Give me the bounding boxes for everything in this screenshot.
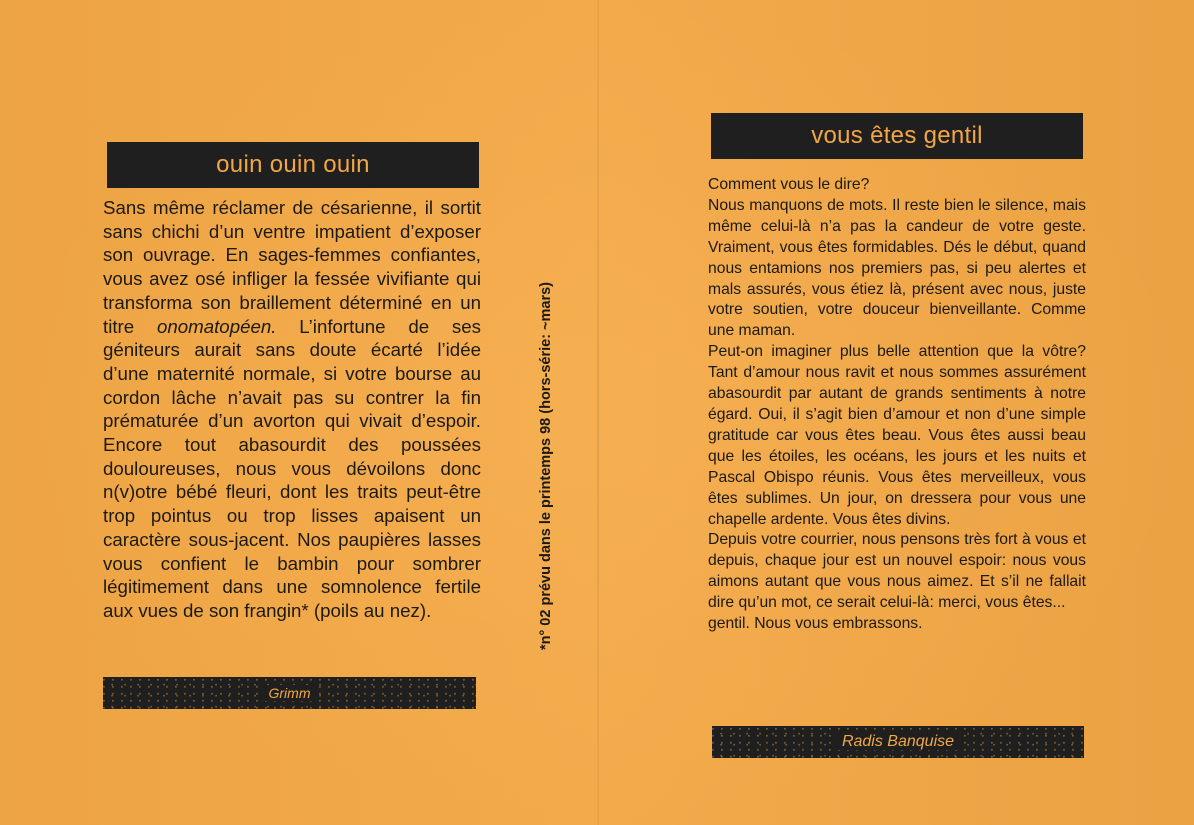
right-paragraph-2: Nous manquons de mots. Il reste bien le silence, mais même celui-là n’a pas la candeur de votre geste. Vraiment, vous êtes formidables. Dés le début, quand nous entamions nos premiers pas, si peu alertes et mals assurés, vous étiez là, présent avec nous, juste votre soutien, votre douceur bienveillante. Comme une maman.	[708, 196, 1086, 340]
left-page-body	[103, 196, 481, 623]
left-paragraph-start: Sans même réclamer de césarienne, il sortit sans chichi d’un ventre impatient d’exposer son ouvrage. En sages-femmes confiantes, vous avez osé infliger la fessée vivifiante qui transforma son braillement déterminé en un titre	[103, 197, 481, 337]
right-paragraph-5: gentil. Nous vous embrassons.	[708, 615, 923, 633]
left-page-paragraph	[103, 196, 481, 623]
left-page-title: ouin ouin ouin	[107, 142, 479, 188]
spine-note: *n° 02 prévu dans le printemps 98 (hors-série: ~mars)	[538, 281, 554, 651]
center-fold	[597, 0, 599, 825]
right-page-signature-bar	[712, 726, 1084, 758]
left-page-signature: Grimm	[263, 685, 317, 701]
right-page-body	[708, 175, 1086, 635]
right-paragraph-4: Depuis votre courrier, nous pensons très fort à vous et depuis, chaque jour est un nouvel espoir: nous vous aimons autant que vous nous aimez. Et s’il ne fallait dire qu’un mot, ce serait celui-là: merci, vous êtes...	[708, 531, 1086, 612]
left-page-signature-bar	[103, 677, 476, 709]
right-paragraph-3: Peut-on imaginer plus belle attention que la vôtre? Tant d’amour nous ravit et nous sommes assurément abasourdit par autant de grands sentiments à notre égard. Oui, il s’agit bien d’amour et non d’une simple gratitude car vous êtes beau. Vous êtes aussi beau que les étoiles, les océans, les jours et les nuits et Pascal Obispo réunis. Vous êtes merveilleux, vous êtes sublimes. Un jour, on dressera pour vous une chapelle ardente. Vous êtes divins.	[708, 343, 1086, 528]
right-page-signature: Radis Banquise	[836, 733, 960, 750]
right-page-title: vous êtes gentil	[711, 113, 1083, 159]
right-paragraph-1: Comment vous le dire?	[708, 176, 870, 193]
left-paragraph-italic-word: onomatopéen.	[156, 315, 277, 337]
left-paragraph-end: L’infortune de ses géniteurs aurait sans doute écarté l’idée d’une maternité normale, si votre bourse au cordon lâche n’avait pas su contrer la fin prématurée d’un avorton qui vivait d’espoir. Encore tout abasourdit des poussées douloureuses, nous vous dévoilons donc n(v)otre bébé fleuri, dont les traits peut-être trop pointus ou trop lisses apaisent un caractère sous-jacent. Nos paupières lasses vous confient le bambin pour sombrer légitimement dans une somnolence fertile aux vues de son frangin* (poils au nez).	[103, 315, 481, 621]
